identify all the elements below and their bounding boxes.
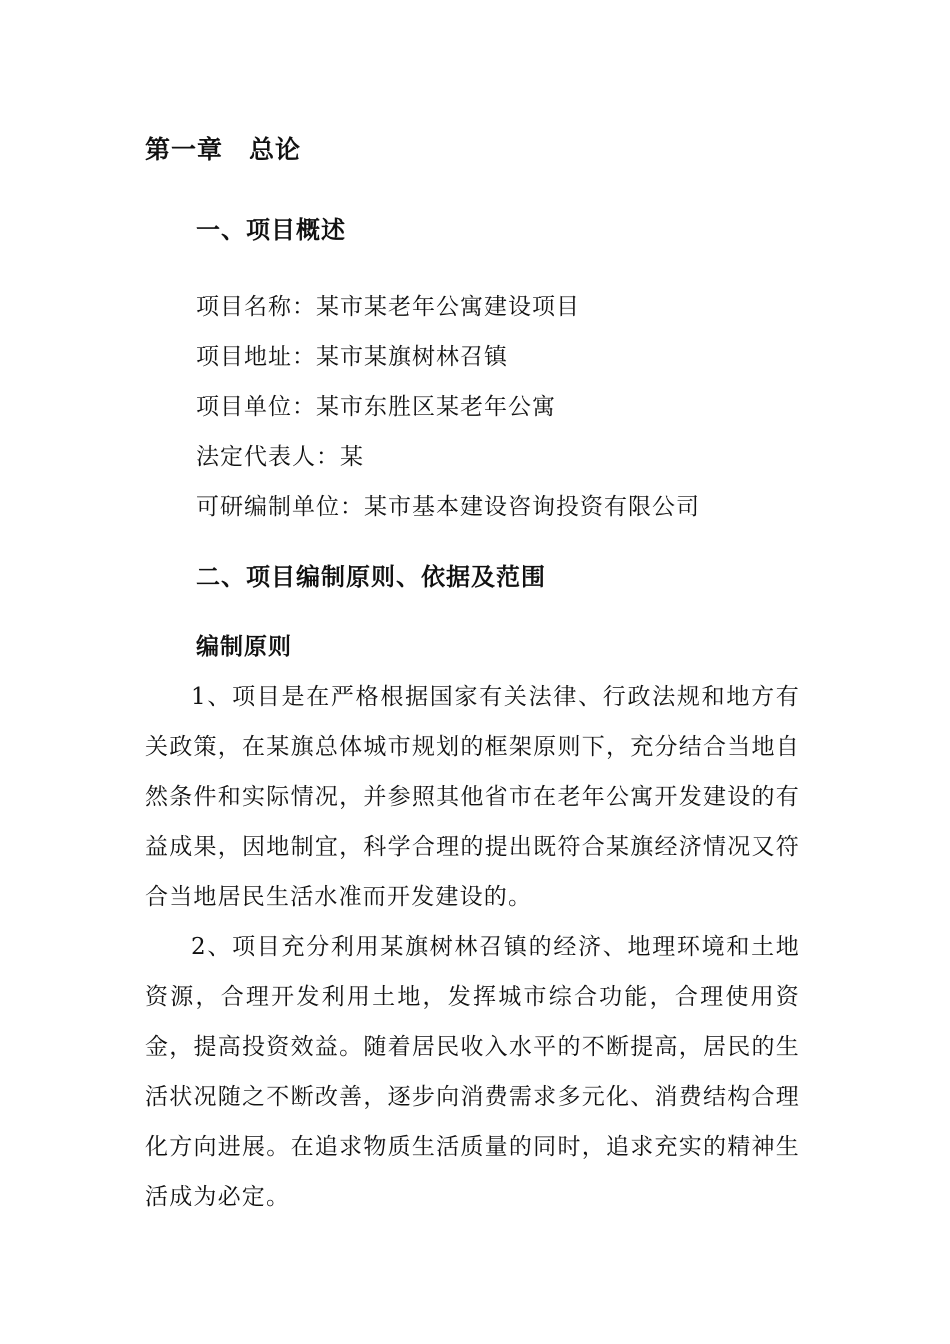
project-info-list bbox=[196, 282, 700, 532]
project-address-line: 项目地址：某市某旗树林召镇 bbox=[196, 344, 508, 370]
project-unit-line: 项目单位：某市东胜区某老年公寓 bbox=[196, 394, 556, 420]
section-title-principles: 二、项目编制原则、依据及范围 bbox=[196, 563, 546, 591]
research-unit-line: 可研编制单位：某市基本建设咨询投资有限公司 bbox=[196, 494, 700, 520]
paragraph-principle-1: 1、项目是在严格根据国家有关法律、行政法规和地方有关政策，在某旗总体城市规划的框架原则下，充分结合当地自然条件和实际情况，并参照其他省市在老年公寓开发建设的有益成果，因地制宜，科学合理的提出既符合某旗经济情况又符合当地居民生活水准而开发建设的。 bbox=[145, 684, 800, 910]
section-title-overview: 一、项目概述 bbox=[196, 216, 346, 244]
chapter-title: 第一章 总论 bbox=[145, 135, 302, 164]
paragraph-principle-2: 2、项目充分利用某旗树林召镇的经济、地理环境和土地资源，合理开发利用土地，发挥城市综合功能，合理使用资金，提高投资效益。随着居民收入水平的不断提高，居民的生活状况随之不断改善，逐步向消费需求多元化、消费结构合理化方向进展。在追求物质生活质量的同时，追求充实的精神生活成为必定。 bbox=[145, 934, 800, 1210]
legal-representative-line: 法定代表人：某 bbox=[196, 444, 364, 470]
subheading-principles: 编制原则 bbox=[196, 634, 292, 660]
project-name-line: 项目名称：某市某老年公寓建设项目 bbox=[196, 294, 580, 320]
